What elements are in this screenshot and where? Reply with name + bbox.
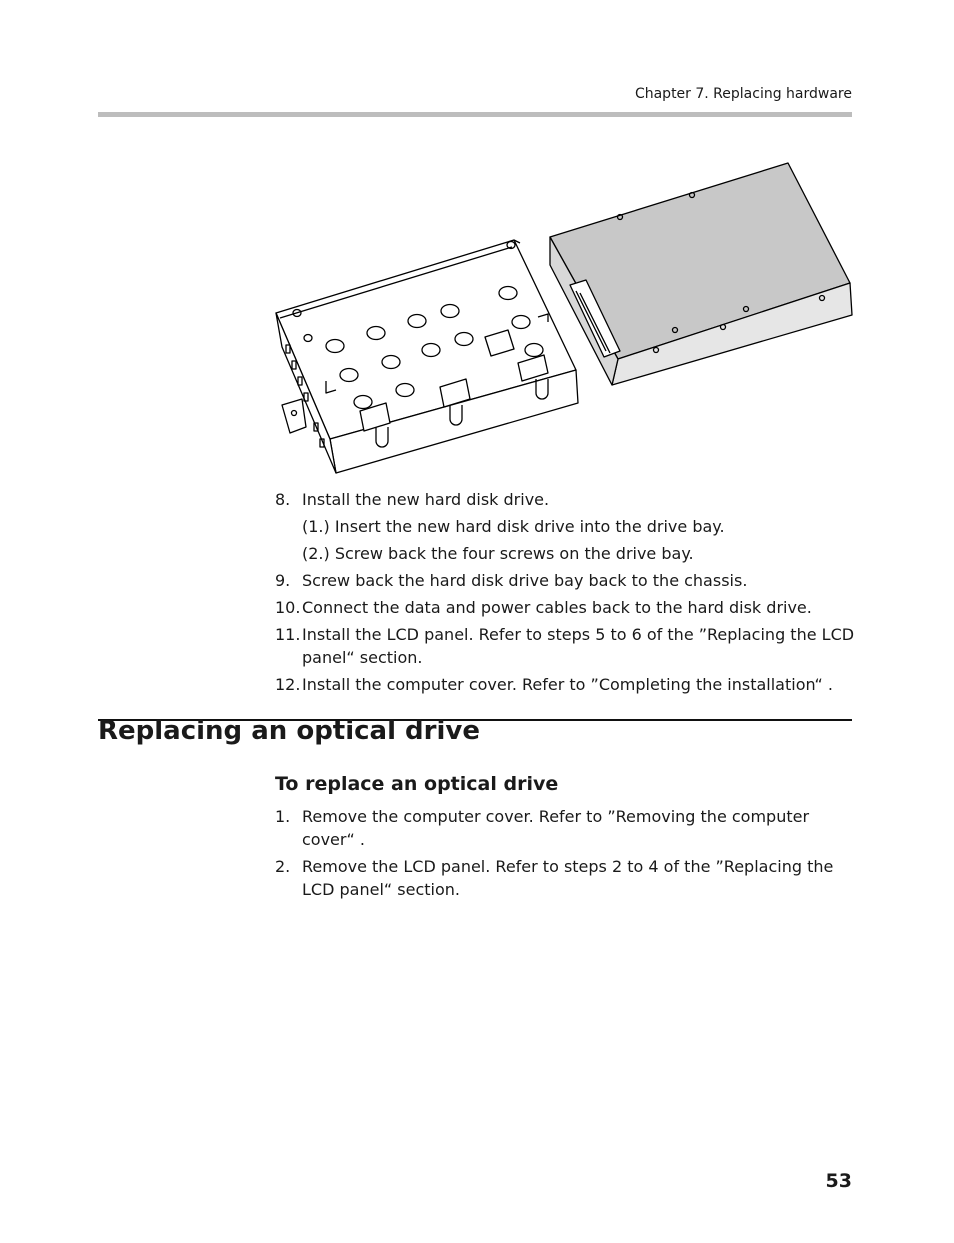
page-number: 53: [825, 1170, 852, 1192]
list-item: [275, 673, 855, 696]
step-number: 1.: [275, 807, 291, 826]
step-number: 10.: [275, 598, 301, 617]
step-number: 8.: [275, 490, 291, 509]
list-item: [275, 488, 855, 511]
running-header: Chapter 7. Replacing hardware: [634, 86, 852, 102]
step-text: Install the new hard disk drive.: [302, 490, 550, 509]
step-text: Install the computer cover. Refer to ”Completing the installation“ .: [302, 675, 833, 694]
step-text: Screw back the hard disk drive bay back to the chassis.: [302, 571, 748, 590]
header-rule: [98, 112, 852, 117]
step-number: 11.: [275, 625, 301, 644]
optical-drive-steps-list: [275, 805, 855, 905]
list-item: [275, 569, 855, 592]
step-number: 2.: [275, 857, 291, 876]
hard-disk-drive-bay-illustration: [268, 155, 858, 485]
step-number: 9.: [275, 571, 291, 590]
subsection-title: To replace an optical drive: [275, 773, 559, 795]
step-text: Remove the LCD panel. Refer to steps 2 to 4 of the ”Replacing the LCD panel“ section.: [302, 857, 834, 899]
step-text: Connect the data and power cables back to the hard disk drive.: [302, 598, 812, 617]
list-item: [275, 855, 855, 901]
step-text: Install the LCD panel. Refer to steps 5 to 6 of the ”Replacing the LCD panel“ section.: [302, 625, 855, 667]
install-steps-list: [275, 488, 855, 700]
step-number: 12.: [275, 675, 301, 694]
section-title: Replacing an optical drive: [98, 716, 480, 746]
list-item: [275, 805, 855, 851]
substep: (1.) Insert the new hard disk drive into the drive bay.: [302, 517, 725, 536]
step-text: Remove the computer cover. Refer to ”Removing the computer cover“ .: [302, 807, 810, 849]
list-item: [275, 596, 855, 619]
list-item: [275, 623, 855, 669]
substep: (2.) Screw back the four screws on the drive bay.: [302, 544, 694, 563]
